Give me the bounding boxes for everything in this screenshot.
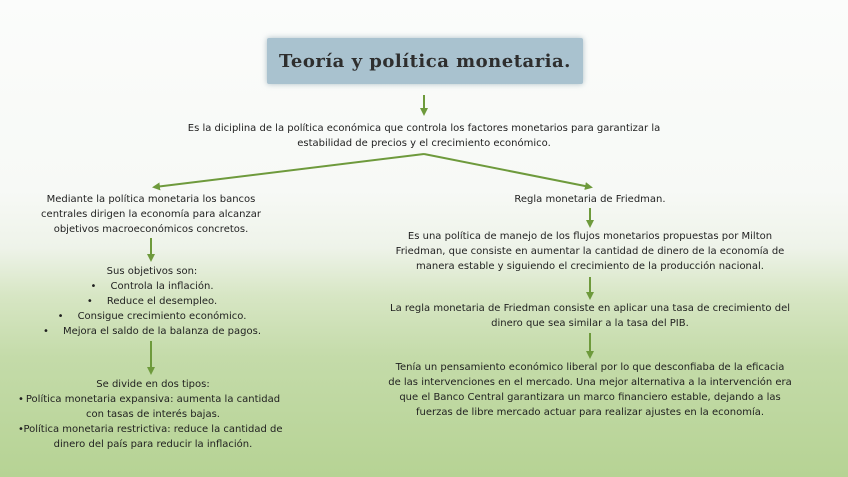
types-heading: Se divide en dos tipos:: [96, 379, 210, 390]
objective-item: • Consigue crecimiento económico.: [38, 309, 266, 324]
arrow-definition-to-left: [155, 154, 424, 187]
right-heading-node: [470, 192, 710, 207]
friedman-rule-heading: Regla monetaria de Friedman.: [514, 194, 666, 205]
left-intro-node: [28, 192, 274, 237]
right-p1-node: [388, 229, 792, 274]
objective-item: • Controla la inflación.: [38, 279, 266, 294]
title-banner: [267, 38, 583, 84]
left-intro-text: Mediante la política monetaria los bancos centrales dirigen la economía para alcanzar objetivos macroeconómicos concretos.: [41, 194, 261, 235]
objectives-list: [38, 279, 266, 339]
friedman-definition-text: Es una política de manejo de los flujos monetarios propuestas por Milton Friedman, que consiste en aumentar la cantidad de dinero de la economía de manera estable y siguiendo el crecimiento de la producción nacional.: [395, 231, 785, 272]
type-item-expansive: • Política monetaria expansiva: aumenta la cantidad con tasas de interés bajas.: [22, 392, 284, 422]
diagram-title: Teoría y política monetaria.: [279, 50, 571, 72]
definition-node: [180, 121, 668, 151]
objective-item: • Reduce el desempleo.: [38, 294, 266, 309]
friedman-rule-text: La regla monetaria de Friedman consiste en aplicar una tasa de crecimiento del dinero que sea similar a la tasa del PIB.: [390, 303, 790, 329]
right-p3-node: [388, 360, 792, 420]
objective-item: • Mejora el saldo de la balanza de pagos.: [38, 324, 266, 339]
objectives-heading: Sus objetivos son:: [106, 266, 198, 277]
friedman-thought-text: Tenía un pensamiento económico liberal por lo que desconfiaba de la eficacia de las intervenciones en el mercado. Una mejor alternativa a la intervención era que el Banco Central garantizara un marco financiero estable, dejando a las fuerzas de libre mercado actuar para realizar ajustes en la economía.: [388, 362, 792, 418]
types-list: [22, 392, 284, 452]
definition-text: Es la diciplina de la política económica que controla los factores monetarios para garantizar la estabilidad de precios y el crecimiento económico.: [187, 123, 661, 149]
types-node: [22, 377, 284, 452]
arrow-definition-to-right: [424, 154, 590, 187]
objectives-node: [38, 264, 266, 339]
right-p2-node: [388, 301, 792, 331]
type-item-restrictive: • Política monetaria restrictiva: reduce la cantidad de dinero del país para reducir la inflación.: [22, 422, 284, 452]
